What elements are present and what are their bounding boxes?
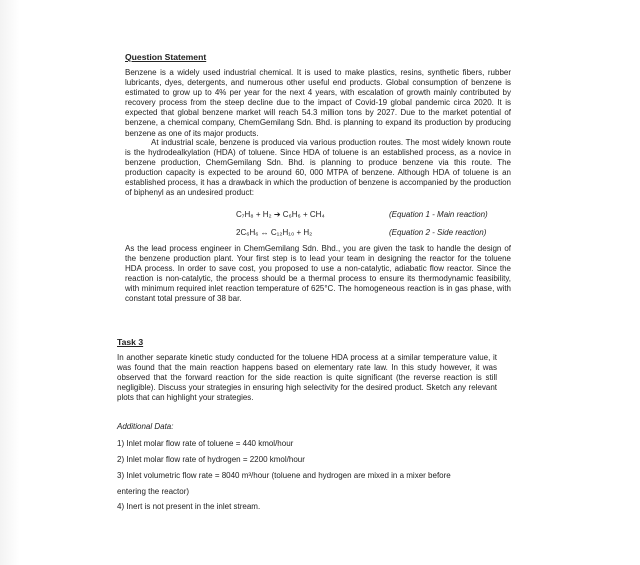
question-paragraph-2 [125, 138, 511, 199]
question-paragraph-3 [125, 244, 511, 305]
data-item-3-continued: entering the reactor) [117, 487, 190, 496]
intro-paragraph: Benzene is a widely used industrial chemical. It is used to make plastics, resins, synthetic fibers, rubber lubricants, dyes, detergents, and numerous other useful end products. Global consumption of benzene is estimated to grow up to 4% per year for the next 4 years, with escalation of growth mainly contributed by recovery process from the steep decline due to the impact of Covid-19 global pandemic circa 2020. It is expected that global benzene market will reach 54.3 million tons by 2027. Due to the market potential of benzene, a chemical company, ChemGemilang Sdn. Bhd. is planning to expand its production by producing benzene as one of its major products. [125, 68, 511, 138]
design-paragraph: As the lead process engineer in ChemGemilang Sdn. Bhd., you are given the task to handle the design of the benzene production plant. Your first step is to lead your team in designing the reactor for the toluene HDA process. In order to save cost, you proposed to use a non-catalytic, adiabatic flow reactor. Since the reaction is non-catalytic, the process should be a thermal process to ensure its thermodynamic feasibility, with minimum required inlet reaction temperature of 625°C. The homogeneous reaction is in gas phase, with constant total pressure of 38 bar. [125, 244, 511, 304]
equation-1-label: (Equation 1 - Main reaction) [389, 210, 488, 219]
equation-2-row [236, 228, 506, 238]
equation-1: C₇H₈ + H₂ ➔ C₆H₆ + CH₄ [236, 210, 325, 219]
task-3-heading: Task 3 [117, 337, 144, 347]
equation-1-row [236, 210, 506, 220]
task-3-text: In another separate kinetic study conducted for the toluene HDA process at a similar temperature value, it was found that the main reaction happens based on elementary rate law. In this study however, it was observed that the forward reaction for the side reaction is quite significant (the reverse reaction is still negligible). Discuss your strategies in ensuring high selectivity for the desired product. Sketch any relevant plots that can highlight your strategies. [117, 353, 497, 403]
task-3-paragraph [117, 353, 497, 403]
question-statement-heading: Question Statement [125, 52, 207, 62]
page-edge-shadow [0, 0, 20, 565]
additional-data-title: Additional Data: [117, 422, 174, 431]
data-item-4: 4) Inert is not present in the inlet stream. [117, 502, 261, 511]
data-item-2: 2) Inlet molar flow rate of hydrogen = 2200 kmol/hour [117, 455, 305, 464]
equation-2-label: (Equation 2 - Side reaction) [389, 228, 487, 237]
data-item-3: 3) Inlet volumetric flow rate = 8040 m³/hour (toluene and hydrogen are mixed in a mixer before [117, 471, 451, 480]
question-paragraph-1 [125, 68, 511, 139]
equation-2: 2C₆H₆ ↔ C₁₂H₁₀ + H₂ [236, 228, 313, 237]
hda-paragraph: At industrial scale, benzene is produced via various production routes. The most widely known route is the hydrodealkylation (HDA) of toluene. Since HDA of toluene is an established process, as a novice in benzene production, ChemGemilang Sdn. Bhd. is planning to produce benzene via this route. The production capacity is expected to be around 60, 000 MTPA of benzene. Although HDA of toluene is an established process, it has a drawback in which the production of benzene is accompanied by the production of biphenyl as an undesired product: [125, 138, 511, 198]
data-item-1: 1) Inlet molar flow rate of toluene = 440 kmol/hour [117, 439, 294, 448]
